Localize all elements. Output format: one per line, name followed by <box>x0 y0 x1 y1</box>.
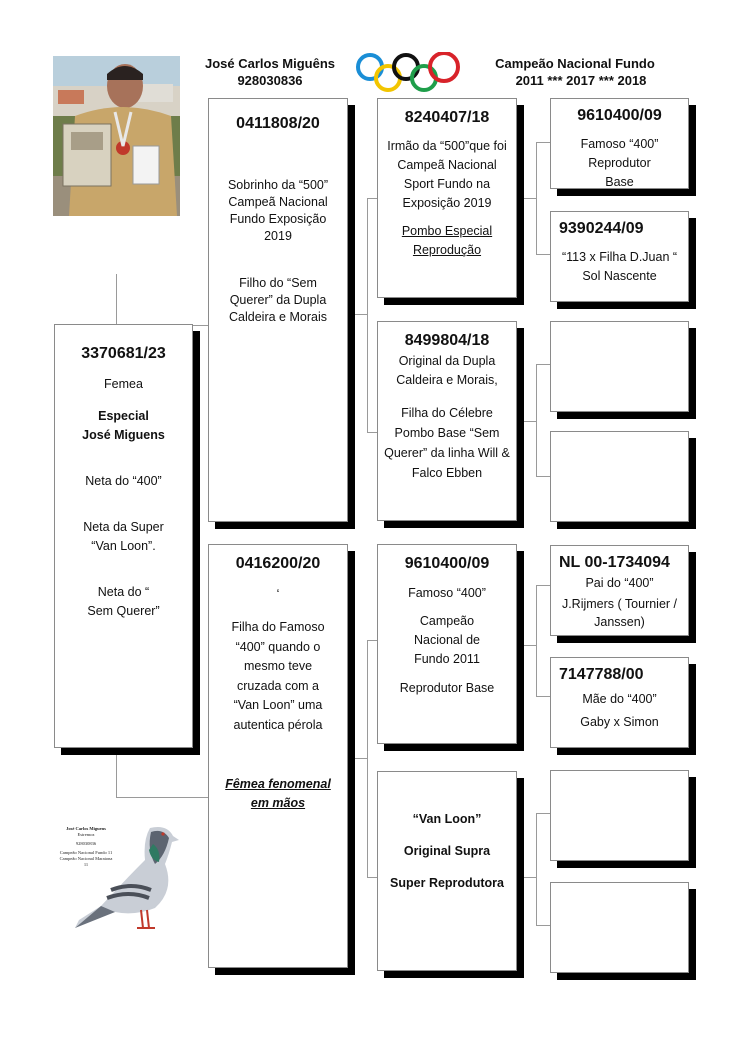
connector <box>522 198 536 199</box>
highlight: Fêmea fenomenal em mãos <box>225 777 331 810</box>
mark: ‘ <box>276 587 280 601</box>
description: Filha do Célebre Pombo Base “Sem Querer” da linha Will & Falco Ebben <box>384 406 510 480</box>
connector <box>536 364 550 365</box>
connector <box>522 645 536 646</box>
owner-name: José Carlos Miguêns <box>204 56 336 71</box>
description: “Van Loon” <box>412 812 482 826</box>
connector <box>353 314 367 315</box>
owner-photo <box>53 56 180 216</box>
description: Sobrinho da “500” Campeã Nacional Fundo Exposição 2019 <box>227 178 329 243</box>
connector <box>116 274 117 326</box>
ring-number: 3370681/23 <box>81 345 166 362</box>
ancestor-card-empty <box>550 321 689 412</box>
connector <box>367 198 377 199</box>
description: Reprodutor Base <box>399 681 495 695</box>
connector <box>536 254 550 255</box>
owner-block <box>200 55 340 89</box>
connector <box>536 696 550 697</box>
note: Neta do “ Sem Querer” <box>87 585 160 618</box>
sire-card <box>208 98 348 522</box>
caption-line: Estremoz <box>77 832 95 837</box>
connector <box>367 432 377 433</box>
connector <box>367 198 368 433</box>
ancestor-card <box>550 98 689 189</box>
caption-line: José Carlos Miguens <box>66 826 106 831</box>
ring-number: 8499804/18 <box>404 332 490 349</box>
sex-label: Femea <box>104 377 143 391</box>
owner-phone: 928030836 <box>237 73 303 88</box>
connector <box>522 877 536 878</box>
title-line: José Miguens <box>82 428 165 442</box>
ancestor-card <box>550 657 689 748</box>
connector <box>367 640 368 878</box>
connector <box>367 640 377 641</box>
ring-number: 9610400/09 <box>577 107 662 124</box>
description: J.Rijmers ( Tournier / Janssen) <box>561 597 678 629</box>
ring-number: 0416200/20 <box>235 555 321 572</box>
connector <box>353 758 367 759</box>
description: Original da Dupla Caldeira e Morais, <box>396 354 498 387</box>
ring-number: 9390244/09 <box>559 220 644 237</box>
connector <box>522 421 536 422</box>
ancestor-card-empty <box>550 882 689 973</box>
description: Original Supra <box>403 844 491 858</box>
underline-note: Pombo Especial Reprodução <box>401 224 493 257</box>
connector <box>536 364 537 477</box>
ring-number: NL 00-1734094 <box>559 554 670 571</box>
description: Campeão Nacional de Fundo 2011 <box>413 614 480 666</box>
connector <box>536 813 537 926</box>
note: Neta da Super “Van Loon”. <box>83 520 164 553</box>
connector <box>116 797 208 798</box>
ring-number: 9610400/09 <box>404 555 490 572</box>
ring-number: 8240407/18 <box>404 109 490 126</box>
ancestor-card-empty <box>550 770 689 861</box>
description: “113 x Filha D.Juan “ Sol Nascente <box>561 250 678 283</box>
connector <box>536 142 550 143</box>
sire-dam-card <box>377 321 517 521</box>
subject-card <box>54 324 193 748</box>
caption-line: Campeão Nacional Fundo 11 <box>59 850 113 855</box>
description: Famoso “400” <box>408 586 486 600</box>
dam-sire-card <box>377 544 517 744</box>
connector <box>536 813 550 814</box>
description: Famoso “400” Reprodutor Base <box>580 137 659 189</box>
title-block <box>490 55 660 89</box>
description: Irmão da “500”que foi Campeã Nacional Sport Fundo na Exposição 2019 <box>387 139 507 210</box>
description: Mãe do “400” <box>582 692 657 706</box>
description: Gaby x Simon <box>580 715 659 729</box>
ancestor-card <box>550 211 689 302</box>
ring-number: 7147788/00 <box>559 666 644 683</box>
description: Filha do Famoso “400” quando o mesmo teve cruzada com a “Van Loon” uma autentica pérola <box>231 620 325 732</box>
connector <box>536 476 550 477</box>
description: Pai do “400” <box>585 576 654 590</box>
connector <box>367 877 377 878</box>
ring-number: 0411808/20 <box>236 115 320 132</box>
ancestor-card-empty <box>550 431 689 522</box>
description: Filho do “Sem Querer” da Dupla Caldeira e Morais <box>229 276 327 324</box>
championship-years: 2011 *** 2017 *** 2018 <box>515 73 647 88</box>
dam-dam-card <box>377 771 517 971</box>
sire-sire-card <box>377 98 517 298</box>
dam-card <box>208 544 348 968</box>
description: Super Reprodutora <box>390 876 504 890</box>
olympic-rings-icon <box>348 52 488 94</box>
ancestor-card <box>550 545 689 636</box>
pigeon-caption <box>58 826 114 868</box>
caption-line: 928030836 <box>75 841 97 846</box>
title-line: Especial <box>98 409 149 423</box>
connector <box>116 748 117 798</box>
championship-title: Campeão Nacional Fundo <box>495 56 655 71</box>
connector <box>536 585 537 697</box>
caption-line: Campeão Nacional Maratona 11 <box>59 856 113 867</box>
connector <box>536 142 537 255</box>
note: Neta do “400” <box>85 474 162 488</box>
connector <box>536 925 550 926</box>
connector <box>536 585 550 586</box>
